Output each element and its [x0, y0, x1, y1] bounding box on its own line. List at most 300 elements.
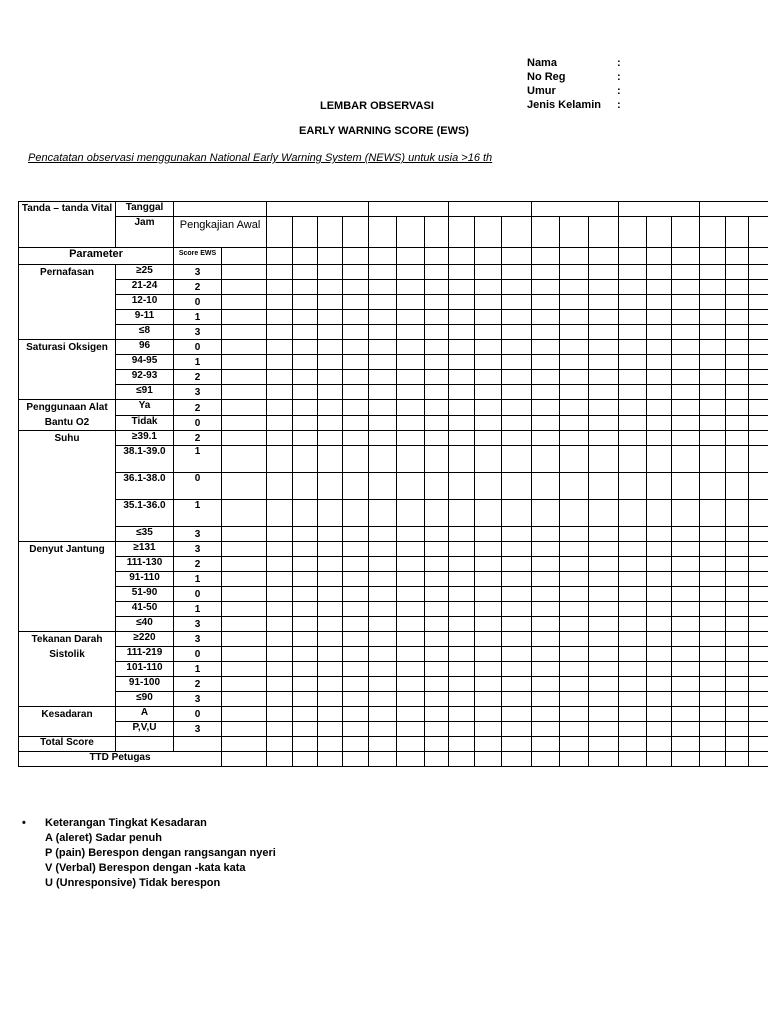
observation-cell[interactable] [647, 355, 672, 370]
observation-cell[interactable] [647, 431, 672, 446]
observation-cell[interactable] [293, 400, 318, 416]
observation-cell[interactable] [318, 722, 343, 737]
observation-cell[interactable] [619, 473, 647, 500]
observation-cell[interactable] [502, 415, 532, 431]
observation-cell[interactable] [619, 572, 647, 587]
observation-cell[interactable] [267, 737, 293, 752]
observation-cell[interactable] [293, 752, 318, 767]
observation-cell[interactable] [672, 737, 700, 752]
observation-cell[interactable] [318, 280, 343, 295]
initial-value-cell[interactable] [222, 752, 267, 767]
observation-cell[interactable] [502, 542, 532, 557]
observation-cell[interactable] [532, 355, 560, 370]
observation-cell[interactable] [318, 310, 343, 325]
observation-cell[interactable] [475, 752, 502, 767]
observation-cell[interactable] [589, 431, 619, 446]
observation-cell[interactable] [532, 647, 560, 662]
observation-cell[interactable] [700, 587, 726, 602]
observation-cell[interactable] [267, 500, 293, 527]
observation-cell[interactable] [343, 647, 369, 662]
observation-cell[interactable] [749, 325, 768, 340]
initial-value-cell[interactable] [222, 557, 267, 572]
observation-cell[interactable] [672, 572, 700, 587]
date-cell[interactable] [369, 202, 449, 217]
observation-cell[interactable] [397, 370, 425, 385]
observation-cell[interactable] [532, 400, 560, 416]
observation-cell[interactable] [318, 325, 343, 340]
observation-cell[interactable] [343, 280, 369, 295]
observation-cell[interactable] [726, 355, 749, 370]
observation-cell[interactable] [397, 692, 425, 707]
observation-cell[interactable] [647, 295, 672, 310]
observation-cell[interactable] [532, 737, 560, 752]
observation-cell[interactable] [397, 431, 425, 446]
observation-cell[interactable] [532, 265, 560, 280]
date-cell[interactable] [619, 202, 700, 217]
observation-cell[interactable] [475, 602, 502, 617]
observation-cell[interactable] [502, 737, 532, 752]
observation-cell[interactable] [647, 325, 672, 340]
observation-cell[interactable] [267, 370, 293, 385]
initial-value-cell[interactable] [222, 737, 267, 752]
observation-cell[interactable] [449, 527, 475, 542]
total-score-blank[interactable] [174, 737, 222, 752]
observation-cell[interactable] [318, 617, 343, 632]
observation-cell[interactable] [425, 280, 449, 295]
observation-cell[interactable] [318, 355, 343, 370]
observation-cell[interactable] [749, 446, 768, 473]
observation-cell[interactable] [267, 557, 293, 572]
observation-cell[interactable] [475, 248, 502, 265]
observation-cell[interactable] [749, 248, 768, 265]
observation-cell[interactable] [397, 752, 425, 767]
observation-cell[interactable] [267, 415, 293, 431]
observation-cell[interactable] [293, 632, 318, 647]
observation-cell[interactable] [619, 722, 647, 737]
initial-value-cell[interactable] [222, 722, 267, 737]
observation-cell[interactable] [532, 415, 560, 431]
initial-value-cell[interactable] [222, 677, 267, 692]
observation-cell[interactable] [449, 632, 475, 647]
observation-cell[interactable] [267, 602, 293, 617]
observation-cell[interactable] [369, 385, 397, 400]
observation-cell[interactable] [647, 217, 672, 248]
observation-cell[interactable] [647, 385, 672, 400]
observation-cell[interactable] [425, 557, 449, 572]
observation-cell[interactable] [647, 692, 672, 707]
observation-cell[interactable] [726, 662, 749, 677]
observation-cell[interactable] [560, 340, 589, 355]
observation-cell[interactable] [502, 310, 532, 325]
observation-cell[interactable] [647, 647, 672, 662]
observation-cell[interactable] [267, 340, 293, 355]
observation-cell[interactable] [672, 280, 700, 295]
observation-cell[interactable] [449, 265, 475, 280]
observation-cell[interactable] [293, 662, 318, 677]
observation-cell[interactable] [369, 587, 397, 602]
observation-cell[interactable] [700, 632, 726, 647]
observation-cell[interactable] [475, 557, 502, 572]
observation-cell[interactable] [369, 248, 397, 265]
observation-cell[interactable] [397, 325, 425, 340]
observation-cell[interactable] [749, 217, 768, 248]
observation-cell[interactable] [672, 752, 700, 767]
observation-cell[interactable] [397, 400, 425, 416]
observation-cell[interactable] [502, 677, 532, 692]
observation-cell[interactable] [267, 310, 293, 325]
observation-cell[interactable] [726, 265, 749, 280]
initial-value-cell[interactable] [222, 355, 267, 370]
observation-cell[interactable] [293, 415, 318, 431]
observation-cell[interactable] [449, 617, 475, 632]
observation-cell[interactable] [619, 692, 647, 707]
observation-cell[interactable] [502, 400, 532, 416]
initial-value-cell[interactable] [222, 280, 267, 295]
observation-cell[interactable] [318, 217, 343, 248]
observation-cell[interactable] [619, 707, 647, 722]
observation-cell[interactable] [700, 340, 726, 355]
observation-cell[interactable] [267, 280, 293, 295]
observation-cell[interactable] [369, 632, 397, 647]
observation-cell[interactable] [369, 340, 397, 355]
observation-cell[interactable] [532, 572, 560, 587]
observation-cell[interactable] [267, 692, 293, 707]
observation-cell[interactable] [700, 527, 726, 542]
observation-cell[interactable] [749, 602, 768, 617]
initial-value-cell[interactable] [222, 446, 267, 473]
observation-cell[interactable] [475, 662, 502, 677]
observation-cell[interactable] [267, 355, 293, 370]
observation-cell[interactable] [397, 632, 425, 647]
observation-cell[interactable] [700, 415, 726, 431]
observation-cell[interactable] [647, 662, 672, 677]
observation-cell[interactable] [318, 500, 343, 527]
observation-cell[interactable] [560, 431, 589, 446]
observation-cell[interactable] [619, 602, 647, 617]
observation-cell[interactable] [449, 280, 475, 295]
observation-cell[interactable] [449, 677, 475, 692]
date-initial-cell[interactable] [174, 202, 267, 217]
observation-cell[interactable] [343, 355, 369, 370]
observation-cell[interactable] [672, 647, 700, 662]
observation-cell[interactable] [397, 446, 425, 473]
observation-cell[interactable] [369, 473, 397, 500]
observation-cell[interactable] [425, 325, 449, 340]
observation-cell[interactable] [619, 248, 647, 265]
initial-value-cell[interactable] [222, 295, 267, 310]
observation-cell[interactable] [475, 295, 502, 310]
observation-cell[interactable] [318, 752, 343, 767]
observation-cell[interactable] [726, 617, 749, 632]
observation-cell[interactable] [369, 415, 397, 431]
observation-cell[interactable] [267, 295, 293, 310]
observation-cell[interactable] [502, 752, 532, 767]
observation-cell[interactable] [425, 473, 449, 500]
observation-cell[interactable] [532, 542, 560, 557]
observation-cell[interactable] [726, 737, 749, 752]
observation-cell[interactable] [502, 370, 532, 385]
observation-cell[interactable] [369, 217, 397, 248]
observation-cell[interactable] [700, 400, 726, 416]
observation-cell[interactable] [726, 217, 749, 248]
observation-cell[interactable] [425, 737, 449, 752]
observation-cell[interactable] [267, 707, 293, 722]
observation-cell[interactable] [726, 677, 749, 692]
observation-cell[interactable] [475, 692, 502, 707]
observation-cell[interactable] [293, 647, 318, 662]
observation-cell[interactable] [425, 446, 449, 473]
observation-cell[interactable] [397, 217, 425, 248]
observation-cell[interactable] [449, 737, 475, 752]
observation-cell[interactable] [726, 602, 749, 617]
observation-cell[interactable] [532, 662, 560, 677]
observation-cell[interactable] [647, 587, 672, 602]
observation-cell[interactable] [502, 572, 532, 587]
observation-cell[interactable] [475, 587, 502, 602]
initial-value-cell[interactable] [222, 692, 267, 707]
observation-cell[interactable] [369, 557, 397, 572]
initial-value-cell[interactable] [222, 310, 267, 325]
observation-cell[interactable] [449, 557, 475, 572]
observation-cell[interactable] [343, 617, 369, 632]
date-cell[interactable] [532, 202, 619, 217]
observation-cell[interactable] [449, 707, 475, 722]
observation-cell[interactable] [449, 587, 475, 602]
observation-cell[interactable] [449, 572, 475, 587]
observation-cell[interactable] [560, 692, 589, 707]
observation-cell[interactable] [560, 737, 589, 752]
observation-cell[interactable] [589, 446, 619, 473]
observation-cell[interactable] [318, 737, 343, 752]
observation-cell[interactable] [369, 752, 397, 767]
observation-cell[interactable] [449, 500, 475, 527]
observation-cell[interactable] [318, 527, 343, 542]
observation-cell[interactable] [560, 400, 589, 416]
observation-cell[interactable] [343, 677, 369, 692]
observation-cell[interactable] [589, 662, 619, 677]
observation-cell[interactable] [589, 737, 619, 752]
observation-cell[interactable] [589, 632, 619, 647]
observation-cell[interactable] [369, 355, 397, 370]
observation-cell[interactable] [343, 431, 369, 446]
observation-cell[interactable] [318, 647, 343, 662]
date-cell[interactable] [267, 202, 369, 217]
observation-cell[interactable] [293, 370, 318, 385]
observation-cell[interactable] [726, 370, 749, 385]
observation-cell[interactable] [700, 602, 726, 617]
observation-cell[interactable] [672, 707, 700, 722]
observation-cell[interactable] [502, 473, 532, 500]
observation-cell[interactable] [647, 248, 672, 265]
observation-cell[interactable] [589, 217, 619, 248]
observation-cell[interactable] [343, 737, 369, 752]
observation-cell[interactable] [475, 385, 502, 400]
observation-cell[interactable] [560, 572, 589, 587]
observation-cell[interactable] [318, 677, 343, 692]
observation-cell[interactable] [343, 707, 369, 722]
observation-cell[interactable] [475, 355, 502, 370]
observation-cell[interactable] [532, 557, 560, 572]
observation-cell[interactable] [425, 602, 449, 617]
observation-cell[interactable] [672, 415, 700, 431]
observation-cell[interactable] [700, 355, 726, 370]
observation-cell[interactable] [425, 500, 449, 527]
observation-cell[interactable] [475, 325, 502, 340]
observation-cell[interactable] [369, 572, 397, 587]
observation-cell[interactable] [449, 602, 475, 617]
observation-cell[interactable] [475, 310, 502, 325]
observation-cell[interactable] [449, 310, 475, 325]
initial-value-cell[interactable] [222, 587, 267, 602]
observation-cell[interactable] [425, 385, 449, 400]
observation-cell[interactable] [726, 572, 749, 587]
observation-cell[interactable] [397, 722, 425, 737]
observation-cell[interactable] [700, 557, 726, 572]
observation-cell[interactable] [397, 572, 425, 587]
observation-cell[interactable] [343, 446, 369, 473]
observation-cell[interactable] [619, 400, 647, 416]
observation-cell[interactable] [369, 707, 397, 722]
observation-cell[interactable] [267, 572, 293, 587]
observation-cell[interactable] [647, 400, 672, 416]
observation-cell[interactable] [532, 617, 560, 632]
observation-cell[interactable] [369, 446, 397, 473]
observation-cell[interactable] [449, 446, 475, 473]
observation-cell[interactable] [397, 355, 425, 370]
observation-cell[interactable] [475, 647, 502, 662]
observation-cell[interactable] [475, 617, 502, 632]
observation-cell[interactable] [672, 400, 700, 416]
observation-cell[interactable] [672, 542, 700, 557]
observation-cell[interactable] [425, 400, 449, 416]
observation-cell[interactable] [318, 248, 343, 265]
observation-cell[interactable] [749, 647, 768, 662]
observation-cell[interactable] [749, 415, 768, 431]
observation-cell[interactable] [726, 280, 749, 295]
initial-value-cell[interactable] [222, 527, 267, 542]
observation-cell[interactable] [502, 662, 532, 677]
observation-cell[interactable] [267, 617, 293, 632]
observation-cell[interactable] [449, 415, 475, 431]
observation-cell[interactable] [425, 370, 449, 385]
observation-cell[interactable] [619, 677, 647, 692]
observation-cell[interactable] [560, 500, 589, 527]
observation-cell[interactable] [589, 707, 619, 722]
initial-value-cell[interactable] [222, 602, 267, 617]
observation-cell[interactable] [672, 385, 700, 400]
observation-cell[interactable] [672, 217, 700, 248]
observation-cell[interactable] [672, 500, 700, 527]
observation-cell[interactable] [532, 473, 560, 500]
observation-cell[interactable] [318, 340, 343, 355]
observation-cell[interactable] [318, 632, 343, 647]
observation-cell[interactable] [589, 325, 619, 340]
observation-cell[interactable] [560, 587, 589, 602]
observation-cell[interactable] [502, 295, 532, 310]
observation-cell[interactable] [700, 722, 726, 737]
observation-cell[interactable] [397, 280, 425, 295]
observation-cell[interactable] [647, 310, 672, 325]
observation-cell[interactable] [267, 632, 293, 647]
observation-cell[interactable] [700, 248, 726, 265]
observation-cell[interactable] [343, 325, 369, 340]
observation-cell[interactable] [293, 446, 318, 473]
observation-cell[interactable] [700, 431, 726, 446]
observation-cell[interactable] [397, 500, 425, 527]
observation-cell[interactable] [532, 370, 560, 385]
observation-cell[interactable] [475, 632, 502, 647]
observation-cell[interactable] [369, 500, 397, 527]
observation-cell[interactable] [619, 737, 647, 752]
observation-cell[interactable] [449, 385, 475, 400]
observation-cell[interactable] [560, 280, 589, 295]
observation-cell[interactable] [502, 707, 532, 722]
observation-cell[interactable] [397, 737, 425, 752]
observation-cell[interactable] [369, 662, 397, 677]
observation-cell[interactable] [267, 325, 293, 340]
observation-cell[interactable] [343, 265, 369, 280]
observation-cell[interactable] [749, 557, 768, 572]
observation-cell[interactable] [397, 587, 425, 602]
observation-cell[interactable] [749, 473, 768, 500]
observation-cell[interactable] [343, 400, 369, 416]
observation-cell[interactable] [369, 265, 397, 280]
observation-cell[interactable] [647, 280, 672, 295]
observation-cell[interactable] [749, 542, 768, 557]
observation-cell[interactable] [425, 431, 449, 446]
observation-cell[interactable] [267, 217, 293, 248]
observation-cell[interactable] [560, 248, 589, 265]
observation-cell[interactable] [318, 415, 343, 431]
observation-cell[interactable] [502, 385, 532, 400]
observation-cell[interactable] [425, 527, 449, 542]
observation-cell[interactable] [267, 527, 293, 542]
observation-cell[interactable] [560, 325, 589, 340]
observation-cell[interactable] [700, 370, 726, 385]
observation-cell[interactable] [343, 632, 369, 647]
observation-cell[interactable] [369, 370, 397, 385]
observation-cell[interactable] [267, 248, 293, 265]
observation-cell[interactable] [700, 752, 726, 767]
observation-cell[interactable] [589, 677, 619, 692]
observation-cell[interactable] [397, 265, 425, 280]
observation-cell[interactable] [726, 752, 749, 767]
observation-cell[interactable] [475, 737, 502, 752]
observation-cell[interactable] [749, 500, 768, 527]
observation-cell[interactable] [318, 692, 343, 707]
observation-cell[interactable] [369, 602, 397, 617]
initial-value-cell[interactable] [222, 415, 267, 431]
observation-cell[interactable] [619, 632, 647, 647]
observation-cell[interactable] [425, 217, 449, 248]
observation-cell[interactable] [532, 340, 560, 355]
observation-cell[interactable] [425, 617, 449, 632]
observation-cell[interactable] [619, 325, 647, 340]
observation-cell[interactable] [619, 340, 647, 355]
observation-cell[interactable] [619, 265, 647, 280]
observation-cell[interactable] [726, 647, 749, 662]
observation-cell[interactable] [343, 722, 369, 737]
initial-value-cell[interactable] [222, 340, 267, 355]
observation-cell[interactable] [700, 265, 726, 280]
observation-cell[interactable] [700, 662, 726, 677]
observation-cell[interactable] [475, 370, 502, 385]
observation-cell[interactable] [700, 617, 726, 632]
observation-cell[interactable] [397, 248, 425, 265]
observation-cell[interactable] [589, 295, 619, 310]
observation-cell[interactable] [397, 385, 425, 400]
observation-cell[interactable] [293, 310, 318, 325]
